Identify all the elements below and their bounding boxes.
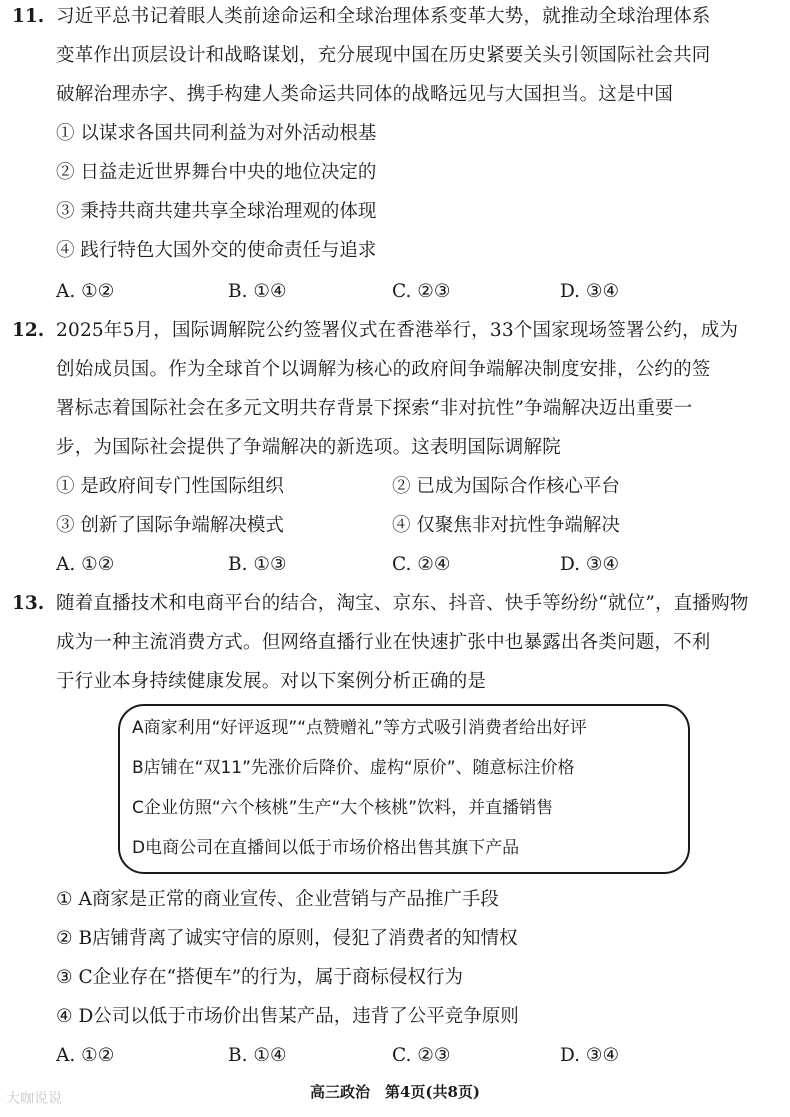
case-item: A商家利用“好评返现”“点赞赠礼”等方式吸引消费者给出好评 (132, 718, 587, 738)
question-13-option: ④ D公司以低于市场价出售某产品，违背了公平竞争原则 (56, 1006, 519, 1027)
question-13-option: ③ C企业存在“搭便车”的行为，属于商标侵权行为 (56, 967, 464, 988)
question-12-stem-line: 步，为国际社会提供了争端解决的新选项。这表明国际调解院 (56, 437, 561, 458)
watermark: 大咖说说 (6, 1091, 62, 1107)
question-11-stem-line: 破解治理赤字、携手构建人类命运共同体的战略远见与大国担当。这是中国 (56, 84, 674, 105)
page-footer: 高三政治 第4页(共8页) (309, 1083, 481, 1101)
case-item: D电商公司在直播间以低于市场价格出售其旗下产品 (132, 838, 520, 858)
question-11-option: ① 以谋求各国共同利益为对外活动根基 (56, 123, 377, 144)
question-11-answer-c: C. ②③ (392, 281, 451, 302)
question-12-number: 12. (12, 320, 45, 341)
question-13-answer-d: D. ③④ (560, 1045, 620, 1066)
question-12-option: ① 是政府间专门性国际组织 (56, 476, 284, 497)
question-13-option: ① A商家是正常的商业宣传、企业营销与产品推广手段 (56, 889, 499, 910)
question-12-stem-line: 署标志着国际社会在多元文明共存背景下探索“非对抗性”争端解决迈出重要一 (56, 398, 693, 419)
question-13-answer-c: C. ②③ (392, 1045, 451, 1066)
question-11-option: ③ 秉持共商共建共享全球治理观的体现 (56, 201, 377, 222)
question-13-stem-line: 随着直播技术和电商平台的结合，淘宝、京东、抖音、快手等纷纷“就位”，直播购物 (56, 593, 749, 614)
question-12-answer-a: A. ①② (56, 554, 115, 575)
question-12-option: ② 已成为国际合作核心平台 (392, 476, 620, 497)
question-13-stem-line: 成为一种主流消费方式。但网络直播行业在快速扩张中也暴露出各类问题，不利 (56, 632, 711, 653)
question-11-number: 11. (12, 6, 45, 27)
question-12-stem-line: 2025年5月，国际调解院公约签署仪式在香港举行，33个国家现场签署公约，成为 (56, 320, 739, 341)
question-13-option: ② B店铺背离了诚实守信的原则，侵犯了消费者的知情权 (56, 928, 518, 949)
question-12-option: ④ 仅聚焦非对抗性争端解决 (392, 515, 620, 536)
question-11-answer-d: D. ③④ (560, 281, 620, 302)
question-11-option: ② 日益走近世界舞台中央的地位决定的 (56, 162, 377, 183)
case-item: C企业仿照“六个核桃”生产“大个核桃”饮料，并直播销售 (132, 798, 554, 818)
question-11-answer-b: B. ①④ (228, 281, 287, 302)
question-11-answer-a: A. ①② (56, 281, 115, 302)
question-12-answer-d: D. ③④ (560, 554, 620, 575)
question-11-stem-line: 变革作出顶层设计和战略谋划，充分展现中国在历史紧要关头引领国际社会共同 (56, 45, 711, 66)
question-13-answer-b: B. ①④ (228, 1045, 287, 1066)
case-item: B店铺在“双11”先涨价后降价、虚构“原价”、随意标注价格 (132, 758, 575, 778)
question-11-option: ④ 践行特色大国外交的使命责任与追求 (56, 240, 377, 261)
question-12-answer-b: B. ①③ (228, 554, 287, 575)
question-11-stem-line: 习近平总书记着眼人类前途命运和全球治理体系变革大势，就推动全球治理体系 (56, 6, 711, 27)
question-13-number: 13. (12, 593, 45, 614)
question-13-stem-line: 于行业本身持续健康发展。对以下案例分析正确的是 (56, 671, 487, 692)
question-12-stem-line: 创始成员国。作为全球首个以调解为核心的政府间争端解决制度安排，公约的签 (56, 359, 711, 380)
question-13-answer-a: A. ①② (56, 1045, 115, 1066)
question-12-option: ③ 创新了国际争端解决模式 (56, 515, 284, 536)
case-box (118, 704, 690, 874)
question-12-answer-c: C. ②④ (392, 554, 451, 575)
